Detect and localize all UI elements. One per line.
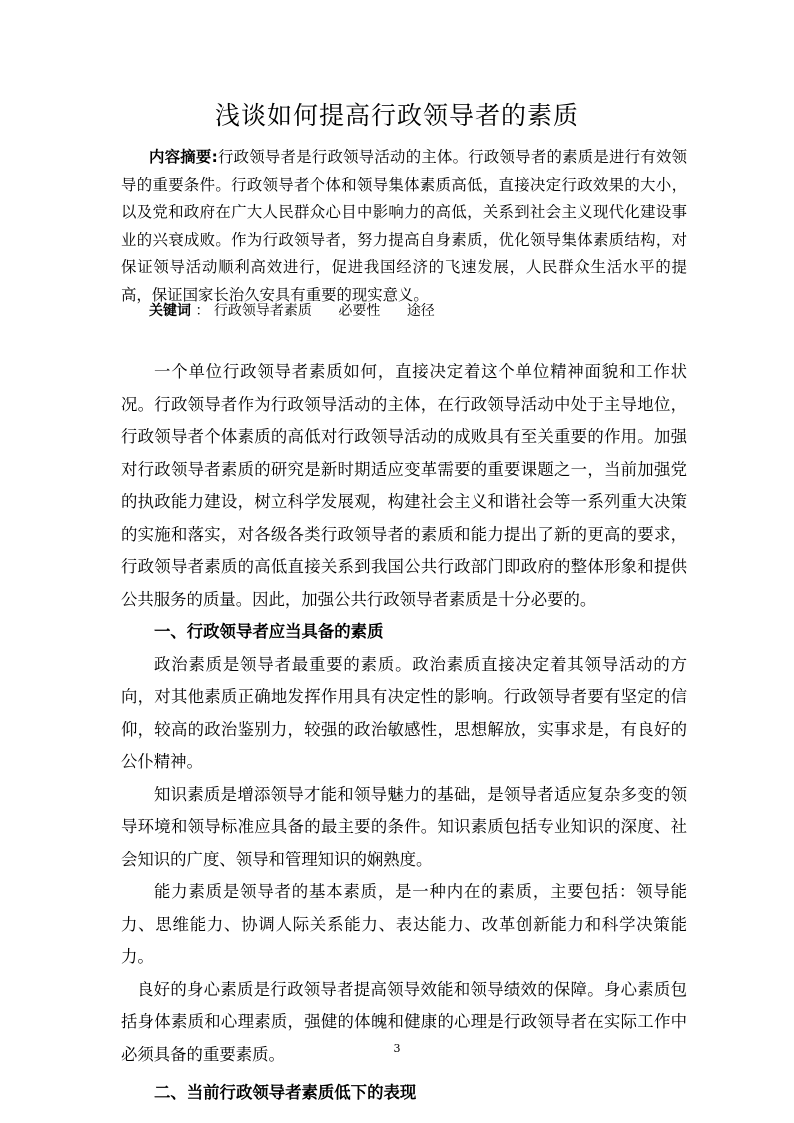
abstract-label: 内容摘要: — [149, 148, 218, 166]
keywords-separator: ： — [195, 303, 210, 319]
section-heading: 一、行政领导者应当具备的素质 — [154, 622, 384, 641]
document-title: 浅谈如何提高行政领导者的素质 — [214, 101, 579, 130]
keyword-item: 途径 — [406, 303, 435, 319]
keywords-label: 关键词 — [149, 303, 191, 319]
keyword-item: 行政领导者素质 — [213, 303, 312, 319]
body-paragraph: 知识素质是增添领导才能和领导魅力的基础，是领导者适应复杂多变的领导环境和领导标准应具备的最主要的条件。知识素质包括专业知识的深度、社会知识的广度、领导和管理知识的娴熟度。 — [121, 784, 687, 869]
keywords — [149, 300, 457, 322]
body-paragraph: 政治素质是领导者最重要的素质。政治素质直接决定着其领导活动的方向，对其他素质正确地发挥作用具有决定性的影响。行政领导者要有坚定的信仰，较高的政治鉴别力，较强的政治敏感性，思想解放，实事求是，有良好的公仆精神。 — [121, 654, 687, 771]
body-paragraph: 能力素质是领导者的基本素质，是一种内在的素质，主要包括：领导能力、思维能力、协调人际关系能力、表达能力、改革创新能力和科学决策能力。 — [121, 882, 687, 966]
abstract — [121, 144, 687, 309]
keyword-item: 必要性 — [338, 303, 381, 319]
section-heading: 二、当前行政领导者素质低下的表现 — [154, 1083, 417, 1102]
document-body — [121, 356, 687, 1110]
abstract-text: 行政领导者是行政领导活动的主体。行政领导者的素质是进行有效领导的重要条件。行政领导者个体和领导集体素质高低，直接决定行政效果的大小，以及党和政府在广大人民群众心目中影响力的高低，关系到社会主义现代化建设事业的兴衰成败。作为行政领导者，努力提高自身素质，优化领导集体素质结构，对保证领导活动顺利高效进行，促进我国经济的飞速发展，人民群众生活水平的提高，保证国家长治久安具有重要的现实意义。 — [121, 148, 687, 304]
intro-paragraph: 一个单位行政领导者素质如何，直接决定着这个单位精神面貌和工作状况。行政领导者作为行政领导活动的主体，在行政领导活动中处于主导地位，行政领导者个体素质的高低对行政领导活动的成败具有至关重要的作用。加强对行政领导者素质的研究是新时期适应变革需要的重要课题之一，当前加强党的执政能力建设，树立科学发展观，构建社会主义和谐社会等一系列重大决策的实施和落实，对各级各类行政领导者的素质和能力提出了新的更高的要求，行政领导者素质的高低直接关系到我国公共行政部门即政府的整体形象和提供公共服务的质量。因此，加强公共行政领导者素质是十分必要的。 — [121, 362, 687, 609]
page-number: 3 — [393, 1042, 401, 1055]
abstract-paragraph — [121, 144, 687, 309]
body-paragraph: 良好的身心素质是行政领导者提高领导效能和领导绩效的保障。身心素质包括身体素质和心理素质，强健的体魄和健康的心理是行政领导者在实际工作中必须具备的重要素质。 — [121, 979, 687, 1064]
